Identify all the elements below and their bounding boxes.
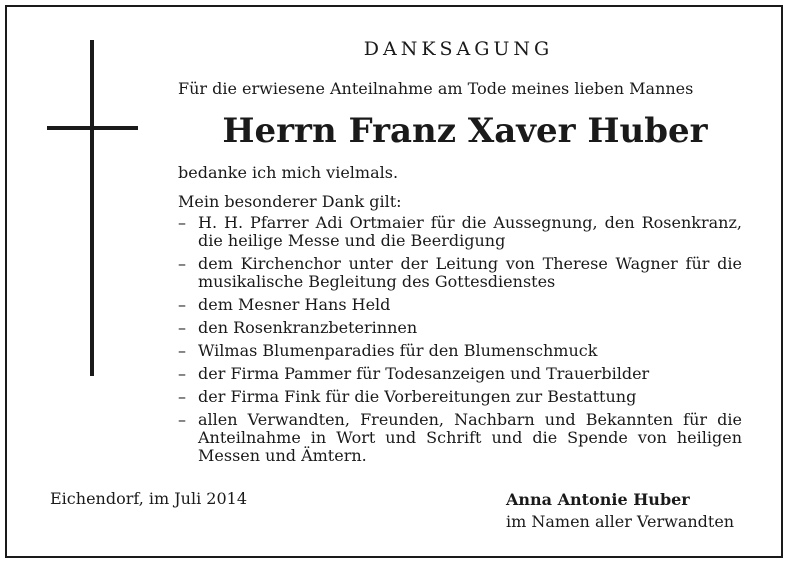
thanks-item xyxy=(178,319,742,337)
thanks-item xyxy=(178,411,742,465)
dash-mark: – xyxy=(178,213,186,232)
thanks-item-text: Wilmas Blumenparadies für den Blumenschmuck xyxy=(198,341,598,360)
thanks-item xyxy=(178,255,742,291)
thanks-item xyxy=(178,365,742,383)
thanks-item xyxy=(178,342,742,360)
thanks-heading: Mein besonderer Dank gilt: xyxy=(178,192,402,211)
thanks-item-text: dem Mesner Hans Held xyxy=(198,295,391,314)
dash-mark: – xyxy=(178,318,186,337)
thanks-item-text: der Firma Fink für die Vorbereitungen zur Bestattung xyxy=(198,387,637,406)
notice-heading: DANKSAGUNG xyxy=(363,38,554,60)
thanks-item xyxy=(178,214,742,250)
thanks-item-text: den Rosenkranzbeterinnen xyxy=(198,318,418,337)
signature-block xyxy=(506,489,734,533)
dash-mark: – xyxy=(178,387,186,406)
cross-vertical-bar xyxy=(90,40,94,376)
dash-mark: – xyxy=(178,364,186,383)
after-name-line: bedanke ich mich vielmals. xyxy=(178,163,399,182)
dash-mark: – xyxy=(178,410,186,429)
thanks-item-text: der Firma Pammer für Todesanzeigen und Trauerbilder xyxy=(198,364,650,383)
dash-mark: – xyxy=(178,341,186,360)
intro-line: Für die erwiesene Anteilnahme am Tode meines lieben Mannes xyxy=(178,79,694,98)
thanks-item-text: dem Kirchenchor unter der Leitung von Therese Wagner für die musikalische Begleitung des Gottesdienstes xyxy=(198,254,742,291)
signer-note: im Namen aller Verwandten xyxy=(506,512,735,531)
cross-horizontal-bar xyxy=(47,126,138,130)
thanks-item-text: allen Verwandten, Freunden, Nachbarn und Bekannten für die Anteilnahme in Wort und Schrift und die Spende von heiligen Messen und Ämtern. xyxy=(198,410,742,465)
dash-mark: – xyxy=(178,295,186,314)
dash-mark: – xyxy=(178,254,186,273)
thanks-item-text: H. H. Pfarrer Adi Ortmaier für die Aussegnung, den Rosenkranz, die heilige Messe und die Beerdigung xyxy=(198,213,742,250)
thanks-list xyxy=(178,214,742,470)
place-date: Eichendorf, im Juli 2014 xyxy=(50,489,248,508)
deceased-name: Herrn Franz Xaver Huber xyxy=(222,111,708,151)
signer-name: Anna Antonie Huber xyxy=(506,490,690,509)
thanks-item xyxy=(178,296,742,314)
thanks-item xyxy=(178,388,742,406)
